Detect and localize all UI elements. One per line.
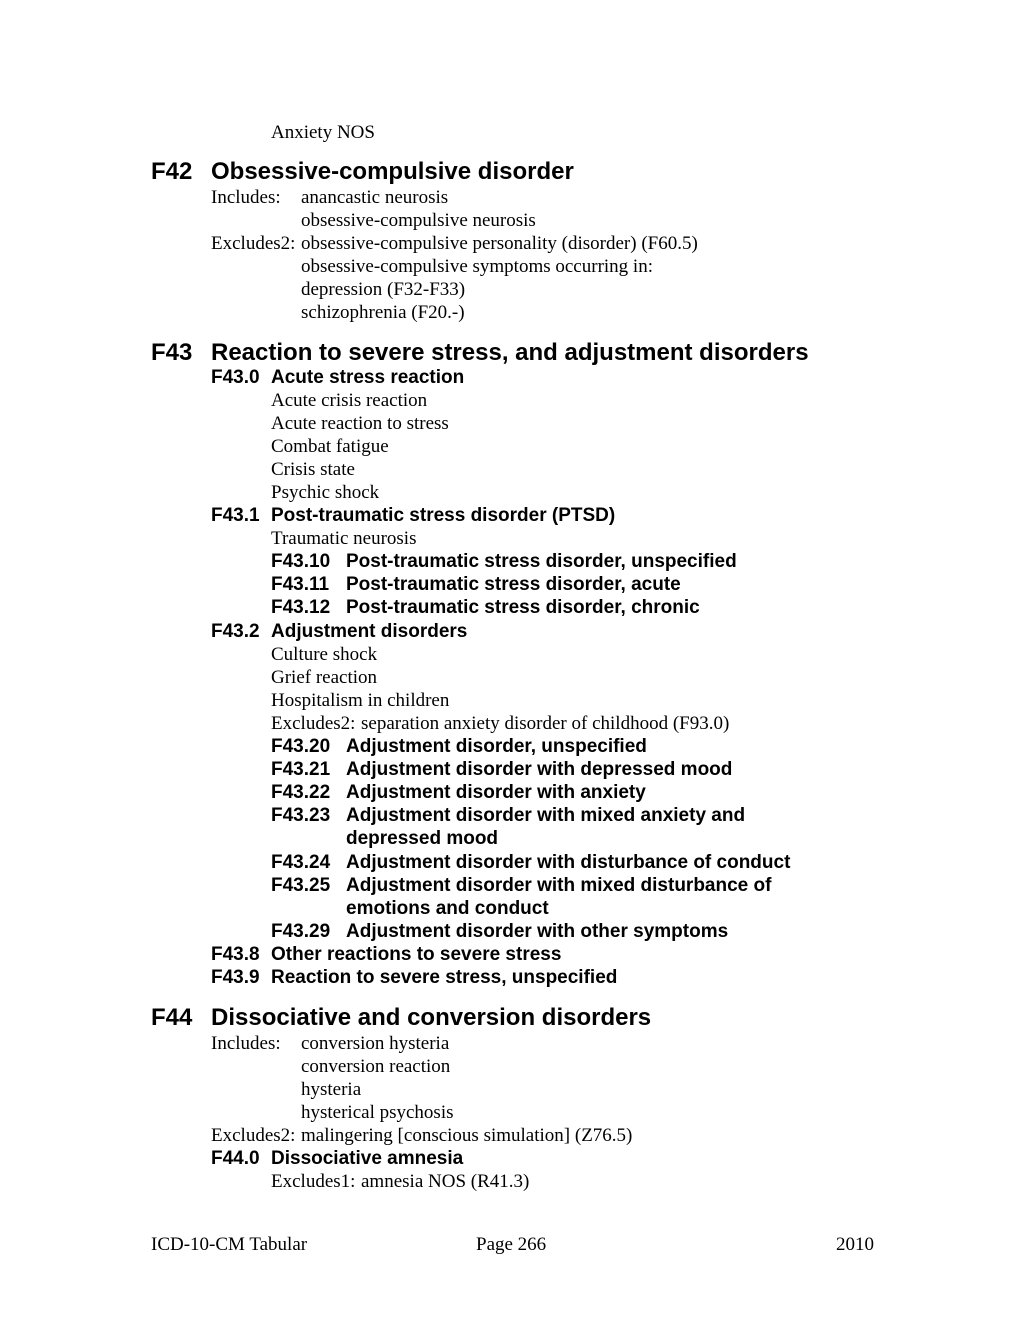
includes-term: conversion hysteria [301,1033,450,1054]
category-code: F42 [151,158,193,185]
subcategory-code: F44.0 [211,1148,260,1169]
code-title: Adjustment disorder with depressed mood [346,759,733,780]
top-note: Anxiety NOS [271,122,375,143]
inclusion-term: Traumatic neurosis [271,528,417,549]
subcategory-title: Reaction to severe stress, unspecified [271,967,618,988]
category-code: F44 [151,1004,193,1031]
code-title: Adjustment disorder with other symptoms [346,921,729,942]
code-title: Post-traumatic stress disorder, acute [346,574,681,595]
includes-term: hysterical psychosis [301,1102,454,1123]
subcategory-code: F43.0 [211,367,260,388]
code-number: F43.29 [271,921,331,942]
code-title: Adjustment disorder, unspecified [346,736,647,757]
inclusion-term: Hospitalism in children [271,690,450,711]
subcategory-title: Adjustment disorders [271,621,468,642]
subcategory-code: F43.8 [211,944,260,965]
inclusion-term: Acute crisis reaction [271,390,428,411]
code-number: F43.12 [271,597,331,618]
code-number: F43.25 [271,875,331,896]
excludes1-term: amnesia NOS (R41.3) [361,1171,530,1192]
code-number: F43.10 [271,551,331,572]
category-title: Dissociative and conversion disorders [211,1004,652,1031]
category-title: Obsessive-compulsive disorder [211,158,574,185]
subcategory-code: F43.9 [211,967,260,988]
footer-year: 2010 [836,1234,874,1255]
includes-term: anancastic neurosis [301,187,449,208]
code-title: Adjustment disorder with mixed anxiety and [346,805,746,826]
excludes2-term: obsessive-compulsive symptoms occurring in: [301,256,653,277]
includes-label: Includes: [211,187,281,208]
subcategory-title: Other reactions to severe stress [271,944,562,965]
inclusion-term: Grief reaction [271,667,378,688]
excludes2-label: Excludes2: [211,1125,296,1146]
excludes2-term: malingering [conscious simulation] (Z76.5) [301,1125,633,1146]
code-number: F43.24 [271,852,331,873]
category-code: F43 [151,339,193,366]
includes-term: conversion reaction [301,1056,451,1077]
excludes2-label: Excludes2: [271,713,356,734]
code-number: F43.11 [271,574,330,595]
code-title: Post-traumatic stress disorder, unspecified [346,551,737,572]
code-number: F43.20 [271,736,331,757]
inclusion-term: Crisis state [271,459,355,480]
excludes2-term: obsessive-compulsive personality (disorder) (F60.5) [301,233,698,254]
inclusion-term: Combat fatigue [271,436,389,457]
subcategory-code: F43.1 [211,505,260,526]
excludes2-term: depression (F32-F33) [301,279,466,300]
excludes1-label: Excludes1: [271,1171,356,1192]
footer-document-title: ICD-10-CM Tabular [151,1234,308,1255]
code-title-continued: emotions and conduct [346,898,549,919]
code-title: Adjustment disorder with anxiety [346,782,646,803]
inclusion-term: Culture shock [271,644,378,665]
includes-label: Includes: [211,1033,281,1054]
inclusion-term: Psychic shock [271,482,380,503]
code-title: Adjustment disorder with mixed disturbance of [346,875,772,896]
excludes2-label: Excludes2: [211,233,296,254]
code-number: F43.22 [271,782,331,803]
code-title-continued: depressed mood [346,828,499,849]
subcategory-title: Acute stress reaction [271,367,465,388]
subcategory-title: Post-traumatic stress disorder (PTSD) [271,505,616,526]
subcategory-code: F43.2 [211,621,260,642]
includes-term: obsessive-compulsive neurosis [301,210,536,231]
code-number: F43.21 [271,759,331,780]
subcategory-title: Dissociative amnesia [271,1148,464,1169]
inclusion-term: Acute reaction to stress [271,413,449,434]
code-number: F43.23 [271,805,331,826]
category-title: Reaction to severe stress, and adjustment disorders [211,339,809,366]
excludes2-term: separation anxiety disorder of childhood (F93.0) [361,713,730,734]
includes-term: hysteria [301,1079,362,1100]
footer-page-number: Page 266 [476,1234,547,1255]
code-title: Adjustment disorder with disturbance of conduct [346,852,791,873]
code-title: Post-traumatic stress disorder, chronic [346,597,700,618]
excludes2-term: schizophrenia (F20.-) [301,302,465,323]
